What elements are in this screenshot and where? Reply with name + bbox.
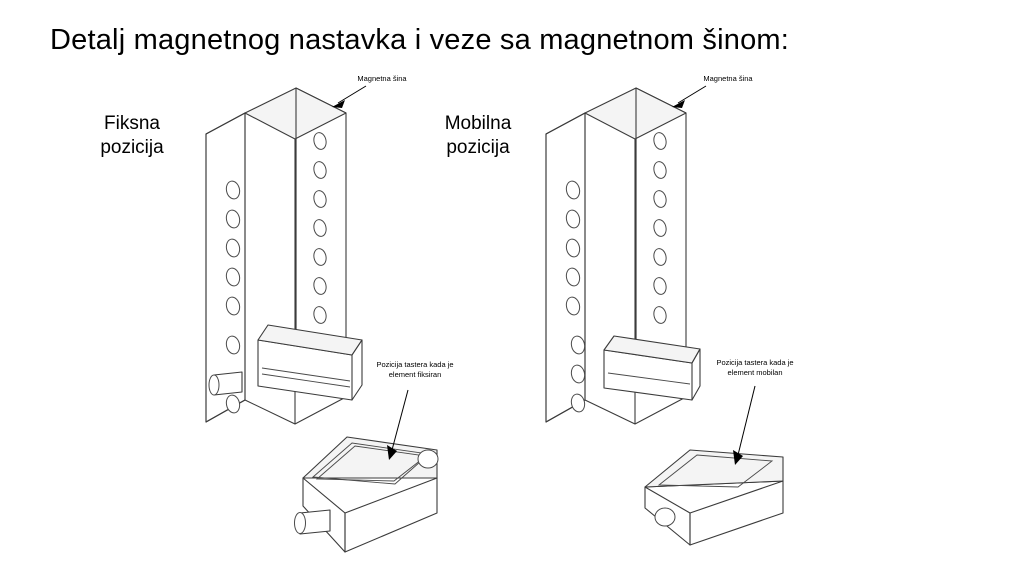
bracket-bottom-fixed — [245, 397, 346, 424]
button-box-left-fixed — [303, 478, 345, 552]
button-box-top-mobile — [645, 450, 783, 487]
bracket-left-bottom-mobile — [546, 134, 585, 422]
button-side-knob-fixed — [418, 450, 438, 468]
button-cap-fixed — [313, 443, 429, 484]
annotation-button-position-mobile — [700, 358, 810, 378]
leader-line-rail-mobile — [678, 86, 706, 103]
bracket-top-edge-fixed — [245, 88, 346, 139]
button-box-edge-fixed — [345, 478, 437, 513]
bracket-bottom-mobile — [585, 397, 686, 424]
annotation-button-position-fixed-line1: Pozicija tastera kada je — [376, 360, 454, 369]
mobile-assembly — [546, 86, 783, 545]
page-title: Detalj magnetnog nastavka i veze sa magnetnom šinom: — [50, 24, 790, 56]
hole-column-left-mobile — [565, 180, 586, 413]
bracket-right-panel-fixed — [296, 88, 346, 397]
magnet-box-front-mobile — [604, 350, 692, 400]
pin-body-fixed — [214, 372, 242, 395]
leader-line-button-mobile — [738, 386, 755, 455]
button-box-front-mobile — [645, 481, 783, 545]
leader-line-rail-fixed — [338, 86, 366, 103]
label-fixed-position-line1: Fiksna — [104, 113, 160, 134]
label-mobile-position-line1: Mobilna — [444, 113, 512, 134]
label-fixed-position — [52, 112, 212, 160]
hole-column-left-fixed — [225, 180, 241, 414]
magnet-box-line2-fixed — [262, 374, 350, 387]
bracket-right-panel-mobile — [636, 88, 686, 397]
bracket-left-bottom-fixed — [206, 134, 245, 422]
magnet-box-front-fixed — [258, 340, 352, 400]
label-mobile-position-line2: pozicija — [446, 137, 510, 158]
hole-column-right-mobile — [652, 131, 667, 324]
leader-arrowhead-rail-fixed — [332, 100, 345, 108]
button-box-edge-mobile — [690, 481, 783, 513]
button-face-knob-mobile — [655, 508, 675, 526]
annotation-button-position-mobile-line1: Pozicija tastera kada je — [716, 358, 794, 367]
leader-arrowhead-button-fixed — [387, 445, 397, 460]
annotation-button-position-fixed — [360, 360, 470, 380]
button-cap-mobile — [659, 455, 772, 487]
label-fixed-position-line2: pozicija — [100, 137, 164, 158]
leader-line-button-fixed — [392, 390, 408, 450]
annotation-button-position-fixed-line2: element fiksiran — [388, 370, 442, 379]
button-box-left-mobile — [645, 487, 690, 545]
button-cap-inner-fixed — [317, 446, 426, 481]
button-box-top-fixed — [303, 437, 437, 478]
button-pin-end-fixed — [295, 513, 306, 534]
button-box-front-fixed — [303, 478, 437, 552]
magnet-box-line-fixed — [262, 368, 350, 381]
leader-arrowhead-button-mobile — [733, 450, 743, 465]
annotation-button-position-mobile-line2: element mobilan — [727, 368, 783, 377]
button-pin-body-fixed — [300, 510, 330, 534]
label-mobile-position — [398, 112, 558, 160]
annotation-magnetic-rail-right: Magnetna šina — [703, 74, 753, 83]
hole-column-right-fixed — [312, 131, 327, 324]
magnet-box-top-mobile — [604, 336, 700, 363]
leader-arrowhead-rail-mobile — [672, 100, 685, 108]
magnet-box-top-fixed — [258, 325, 362, 355]
magnet-box-line-mobile — [608, 373, 690, 384]
annotation-magnetic-rail-left: Magnetna šina — [357, 74, 407, 83]
bracket-top-edge-mobile — [585, 88, 686, 139]
pin-end-fixed — [209, 375, 219, 395]
magnet-box-side-mobile — [692, 349, 700, 400]
